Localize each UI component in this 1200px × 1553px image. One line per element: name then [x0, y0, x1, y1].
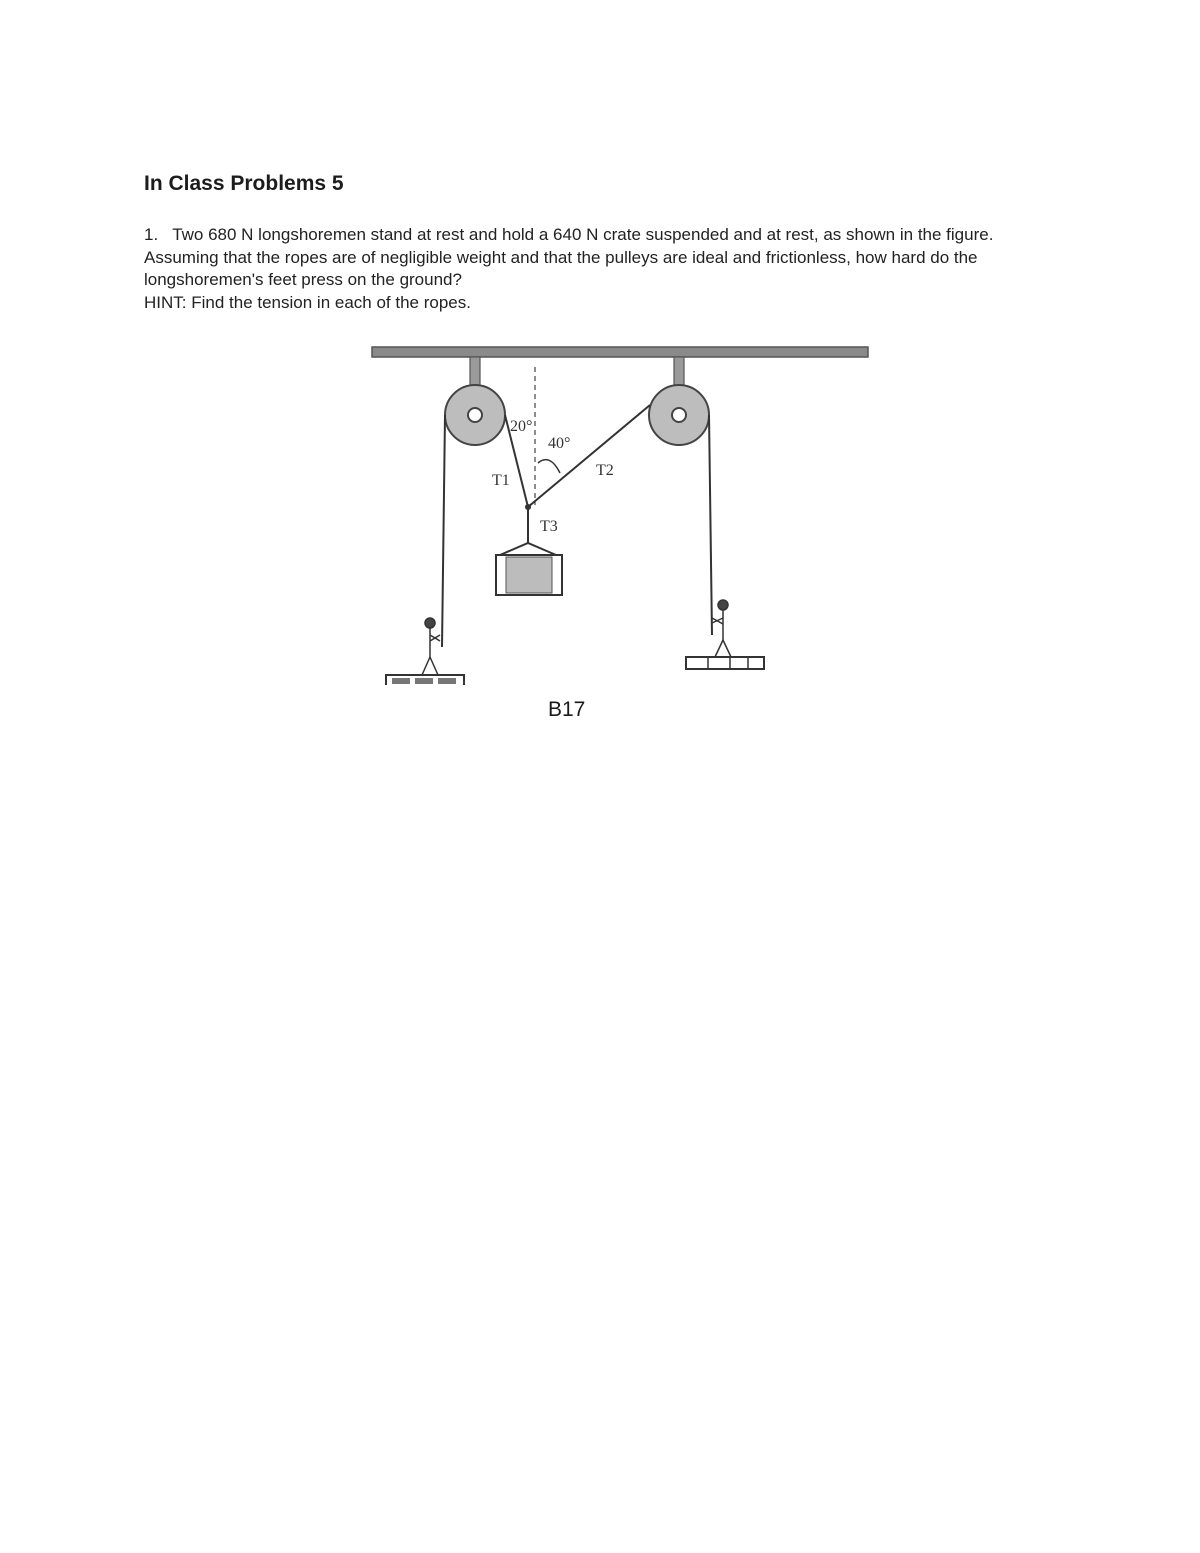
problem-text — [144, 224, 1044, 292]
tension-label-t3: T3 — [540, 518, 558, 535]
problem-hint: HINT: Find the tension in each of the ropes. — [144, 292, 471, 312]
left-hanging-rope — [442, 415, 445, 647]
page-code: B17 — [548, 698, 586, 721]
left-pulley-axle — [468, 408, 482, 422]
problem-statement — [144, 224, 1044, 314]
page-title: In Class Problems 5 — [144, 172, 344, 195]
right-pulley-axle — [672, 408, 686, 422]
pulley-figure — [360, 335, 880, 685]
tension-label-t1: T1 — [492, 472, 510, 489]
left-platform — [386, 675, 464, 685]
crate-sling — [500, 543, 556, 555]
right-longshoreman — [712, 600, 731, 657]
right-hanging-rope — [709, 415, 712, 635]
angle-label-40: 40° — [548, 435, 571, 452]
rope-junction — [525, 504, 531, 510]
problem-body: Two 680 N longshoremen stand at rest and hold a 640 N crate suspended and at rest, as shown in the figure. Assuming that the ropes are of negligible weight and that the pulleys are ideal and frictionless, how hard do the longshoremen's feet press on the ground? — [144, 225, 994, 289]
pulley-diagram — [360, 335, 880, 685]
left-longshoreman — [422, 618, 440, 675]
ceiling-beam — [372, 347, 868, 357]
rope-t2 — [528, 405, 650, 507]
problem-number: 1. — [144, 225, 159, 244]
angle-label-20: 20° — [510, 418, 533, 435]
angle-arc-40 — [538, 460, 560, 473]
tension-label-t2: T2 — [596, 462, 614, 479]
crate-face — [506, 557, 552, 593]
right-platform — [686, 657, 764, 669]
